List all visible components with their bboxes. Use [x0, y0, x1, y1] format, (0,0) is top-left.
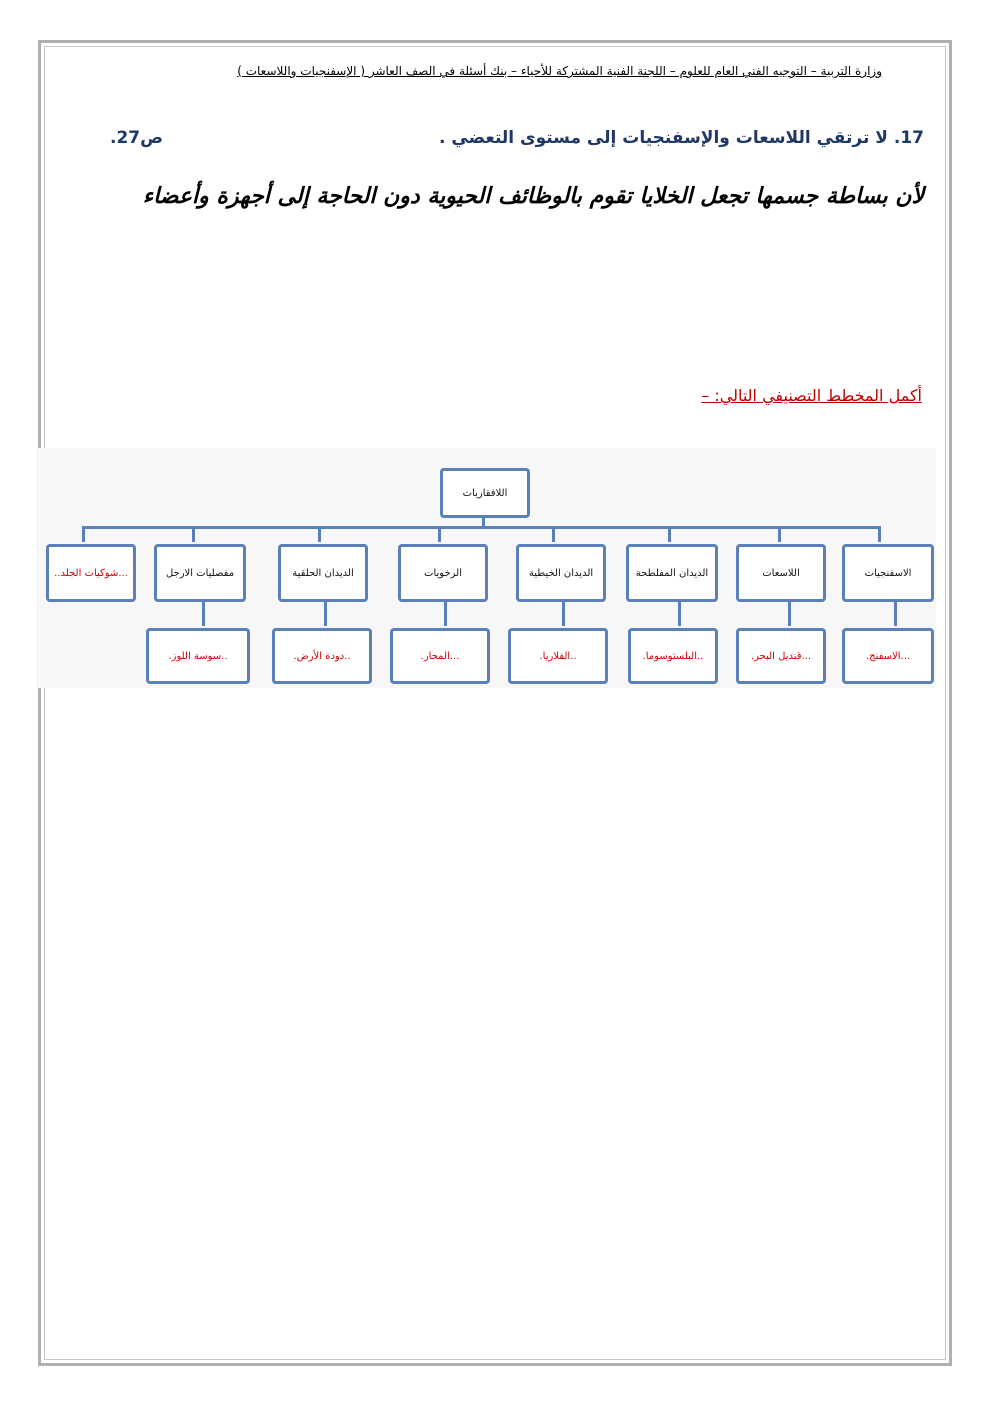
drop-3	[668, 526, 671, 542]
drop-5	[438, 526, 441, 542]
example-label: ...قنديل البحر.	[750, 650, 812, 662]
classification-diagram	[36, 448, 936, 688]
horizontal-bus	[82, 526, 878, 529]
example-label: ..البلستوسوما.	[642, 650, 704, 662]
link-4	[562, 602, 565, 626]
group-label: ...شوكيات الجلد..	[54, 567, 128, 579]
link-5	[444, 602, 447, 626]
page-header: وزارة التربية – التوجيه الفني العام للعلوم – اللجنة الفنية المشتركة للأحياء – بنك أسئلة في الصف العاشر ( الإسفنجيات واللاسعات )	[237, 64, 882, 78]
example-node-1	[842, 628, 934, 684]
group-node-7	[154, 544, 246, 602]
example-label: ..دودة الأرض.	[293, 650, 351, 662]
group-label: الديدان المفلطحة	[635, 567, 709, 579]
group-label: اللاسعات	[762, 567, 800, 579]
drop-4	[552, 526, 555, 542]
example-label: ...المحار.	[420, 650, 460, 662]
group-label: الرخويات	[424, 567, 462, 579]
page-reference: ص27.	[110, 128, 164, 148]
example-label: ..سوسة اللوز.	[168, 650, 228, 662]
drop-6	[318, 526, 321, 542]
group-node-5	[398, 544, 488, 602]
group-node-3	[626, 544, 718, 602]
example-node-7	[146, 628, 250, 684]
link-2	[788, 602, 791, 626]
page-border-inner	[44, 46, 946, 1360]
example-node-5	[390, 628, 490, 684]
group-node-4	[516, 544, 606, 602]
drop-8	[82, 526, 85, 542]
example-label: ..الفلاريا.	[539, 650, 577, 662]
drop-2	[778, 526, 781, 542]
link-6	[324, 602, 327, 626]
drop-1	[878, 526, 881, 542]
link-7	[202, 602, 205, 626]
group-node-2	[736, 544, 826, 602]
group-node-8	[46, 544, 136, 602]
group-label: مفصليات الارجل	[165, 567, 235, 579]
example-label: ...الاسفنج.	[865, 650, 911, 662]
group-node-6	[278, 544, 368, 602]
group-label: الديدان الحلقية	[292, 567, 354, 579]
task-instruction: أكمل المخطط التصنيفي التالي: –	[701, 386, 922, 405]
example-node-6	[272, 628, 372, 684]
group-label: الديدان الخيطية	[528, 567, 594, 579]
example-node-2	[736, 628, 826, 684]
answer-text: لأن بساطة جسمها تجعل الخلايا تقوم بالوظائف الحيوية دون الحاجة إلى أجهزة وأعضاء	[142, 184, 924, 209]
group-label: الاسفنجيات	[864, 567, 912, 579]
question-text: 17. لا ترتقي اللاسعات والإسفنجيات إلى مستوى التعضي .	[439, 128, 924, 148]
root-label: اللافقاريات	[462, 487, 508, 499]
drop-7	[192, 526, 195, 542]
link-3	[678, 602, 681, 626]
example-node-4	[508, 628, 608, 684]
group-node-1	[842, 544, 934, 602]
root-node	[440, 468, 530, 518]
question-17	[110, 128, 924, 154]
link-1	[894, 602, 897, 626]
example-node-3	[628, 628, 718, 684]
